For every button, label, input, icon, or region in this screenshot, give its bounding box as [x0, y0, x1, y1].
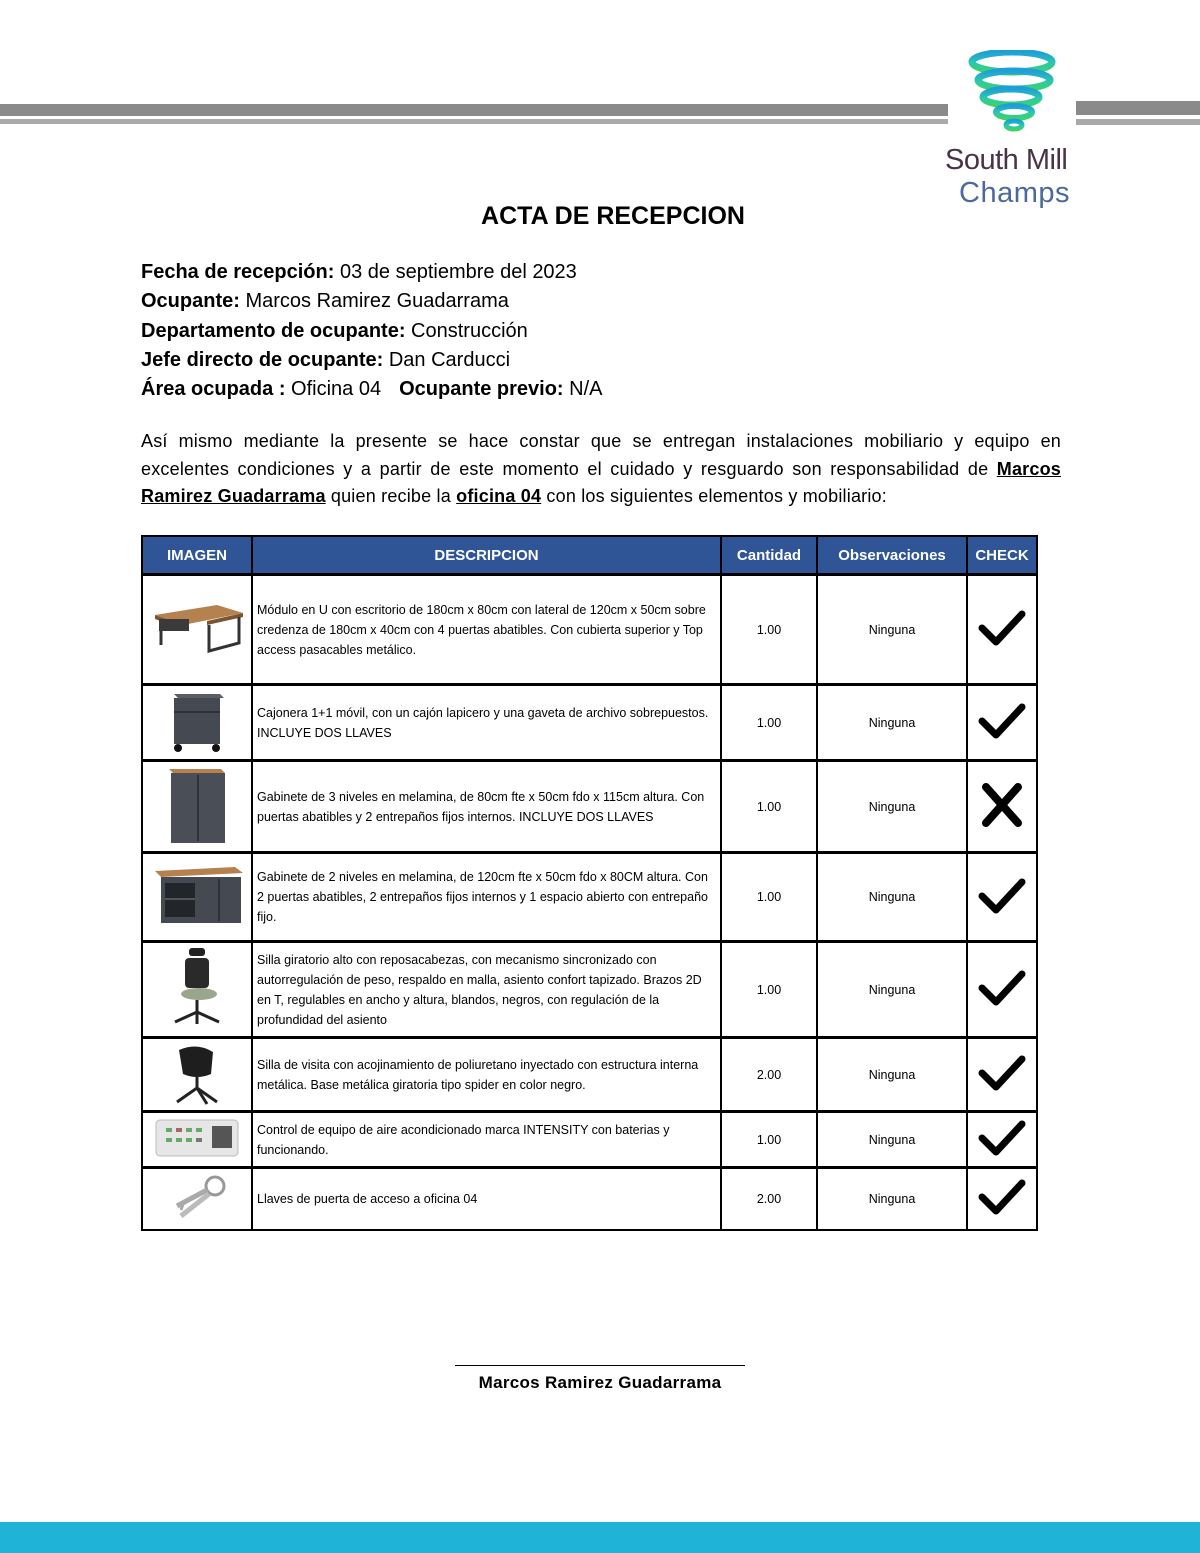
- cross-icon: [976, 781, 1028, 829]
- header-descripcion: DESCRIPCION: [252, 536, 721, 575]
- table-row: [142, 761, 1037, 853]
- ocupante-label: Ocupante:: [141, 290, 240, 313]
- paragraph-text-3: con los siguientes elementos y mobiliario:: [541, 486, 887, 506]
- item-image-cell: [142, 1038, 252, 1112]
- ocupante-value: Marcos Ramirez Guadarrama: [245, 290, 509, 313]
- area-label: Área ocupada :: [141, 378, 286, 401]
- item-observations: Ninguna: [817, 685, 967, 761]
- item-check-cell: [967, 1038, 1037, 1112]
- signature-line: [455, 1365, 745, 1366]
- item-observations: Ninguna: [817, 1038, 967, 1112]
- item-description: Silla de visita con acojinamiento de poliuretano inyectado con estructura interna metálica. Base metálica giratoria tipo spider en color negro.: [252, 1038, 721, 1112]
- table-row: [142, 1168, 1037, 1230]
- check-icon: [976, 964, 1028, 1012]
- logo-text-line1: South Mill: [945, 144, 1068, 176]
- table-header-row: [142, 536, 1037, 575]
- jefe-label: Jefe directo de ocupante:: [141, 348, 384, 371]
- table-row: [142, 575, 1037, 685]
- paragraph-recipient-name: Marcos Ramirez Guadarrama: [141, 458, 1061, 506]
- field-departamento: [141, 317, 603, 346]
- item-quantity: 1.00: [721, 685, 817, 761]
- header-check: CHECK: [967, 536, 1037, 575]
- item-check-cell: [967, 942, 1037, 1038]
- item-check-cell: [967, 685, 1037, 761]
- logo-text-line2: Champs: [959, 177, 1070, 209]
- previo-value: N/A: [569, 378, 603, 401]
- item-image-cell: [142, 761, 252, 853]
- item-observations: Ninguna: [817, 575, 967, 685]
- field-ocupante: [141, 287, 603, 316]
- check-icon: [976, 1049, 1028, 1097]
- paragraph-text-1: Así mismo mediante la presente se hace constar que se entregan instalaciones mobiliario y equipo en excelentes condiciones y a partir de este momento el cuidado y resguardo son responsabilidad de: [141, 431, 1061, 479]
- item-check-cell: [967, 761, 1037, 853]
- table-row: [142, 853, 1037, 942]
- item-observations: Ninguna: [817, 761, 967, 853]
- item-image-cell: [142, 942, 252, 1038]
- table-row: [142, 1038, 1037, 1112]
- item-image-cell: [142, 1112, 252, 1168]
- desk-icon: [147, 593, 247, 663]
- item-observations: Ninguna: [817, 1112, 967, 1168]
- signature-name: Marcos Ramirez Guadarrama: [478, 1373, 722, 1392]
- item-quantity: 1.00: [721, 1112, 817, 1168]
- items-table: [141, 535, 1038, 1231]
- item-image-cell: [142, 1168, 252, 1230]
- item-description: Silla giratorio alto con reposacabezas, con mecanismo sincronizado con autorregulación de peso, respaldo en malla, asiento confort tapizado. Brazos 2D en T, regulables en ancho y altura, blandos, negros, con regulación de la profundidad del asiento: [252, 942, 721, 1038]
- tall-cabinet-icon: [159, 763, 235, 847]
- item-quantity: 1.00: [721, 853, 817, 942]
- header-decorative-bar-left: [0, 104, 948, 126]
- header-observaciones: Observaciones: [817, 536, 967, 575]
- check-icon: [976, 1173, 1028, 1221]
- statement-paragraph: [141, 428, 1061, 511]
- fecha-value: 03 de septiembre del 2023: [339, 261, 577, 283]
- item-quantity: 1.00: [721, 761, 817, 853]
- item-check-cell: [967, 1168, 1037, 1230]
- item-description: Módulo en U con escritorio de 180cm x 80cm con lateral de 120cm x 50cm sobre credenza de 180cm x 40cm con 4 puertas abatibles. Con cubierta superior y Top access pasacables metálico.: [252, 575, 721, 685]
- previo-label: Ocupante previo:: [399, 378, 564, 401]
- item-image-cell: [142, 575, 252, 685]
- fecha-label: Fecha de recepción:: [141, 261, 335, 283]
- departamento-value: Construcción: [411, 319, 528, 342]
- item-image-cell: [142, 685, 252, 761]
- drawer-cabinet-icon: [162, 688, 232, 754]
- item-check-cell: [967, 1112, 1037, 1168]
- table-row: [142, 1112, 1037, 1168]
- table-row: [142, 942, 1037, 1038]
- paragraph-text-2: quien recibe la: [325, 486, 457, 506]
- low-cabinet-icon: [149, 861, 245, 931]
- item-quantity: 2.00: [721, 1168, 817, 1230]
- item-check-cell: [967, 853, 1037, 942]
- check-icon: [976, 872, 1028, 920]
- field-area: [141, 375, 603, 404]
- item-observations: Ninguna: [817, 942, 967, 1038]
- visitor-chair-icon: [167, 1040, 227, 1106]
- item-quantity: 1.00: [721, 942, 817, 1038]
- item-observations: Ninguna: [817, 853, 967, 942]
- item-quantity: 2.00: [721, 1038, 817, 1112]
- paragraph-office: oficina 04: [456, 486, 542, 506]
- item-observations: Ninguna: [817, 1168, 967, 1230]
- item-description: Gabinete de 3 niveles en melamina, de 80cm fte x 50cm fdo x 115cm altura. Con puertas abatibles y 2 entrepaños fijos internos. INCLUYE DOS LLAVES: [252, 761, 721, 853]
- table-row: [142, 685, 1037, 761]
- item-quantity: 1.00: [721, 575, 817, 685]
- check-icon: [976, 604, 1028, 652]
- remote-control-icon: [152, 1116, 242, 1160]
- area-value: Oficina 04: [291, 378, 382, 401]
- item-description: Control de equipo de aire acondicionado marca INTENSITY con baterias y funcionando.: [252, 1112, 721, 1168]
- office-chair-icon: [167, 946, 227, 1030]
- check-icon: [976, 697, 1028, 745]
- field-jefe: [141, 346, 603, 375]
- field-fecha: [141, 258, 603, 287]
- document-title: ACTA DE RECEPCION: [481, 202, 745, 230]
- item-check-cell: [967, 575, 1037, 685]
- check-icon: [976, 1114, 1028, 1162]
- company-logo: [935, 50, 1095, 215]
- footer-bar: [0, 1522, 1200, 1553]
- header-imagen: IMAGEN: [142, 536, 252, 575]
- item-description: Llaves de puerta de acceso a oficina 04: [252, 1168, 721, 1230]
- item-image-cell: [142, 853, 252, 942]
- reception-fields: [141, 258, 603, 404]
- departamento-label: Departamento de ocupante:: [141, 319, 406, 342]
- keys-icon: [157, 1172, 237, 1222]
- item-description: Gabinete de 2 niveles en melamina, de 120cm fte x 50cm fdo x 80CM altura. Con 2 puertas abatibles, 2 entrepaños fijos internos y 1 espacio abierto con entrepaño fijo.: [252, 853, 721, 942]
- jefe-value: Dan Carducci: [388, 348, 511, 371]
- tornado-logo-icon: [967, 50, 1063, 136]
- item-description: Cajonera 1+1 móvil, con un cajón lapicero y una gaveta de archivo sobrepuestos. INCLUYE DOS LLAVES: [252, 685, 721, 761]
- header-cantidad: Cantidad: [721, 536, 817, 575]
